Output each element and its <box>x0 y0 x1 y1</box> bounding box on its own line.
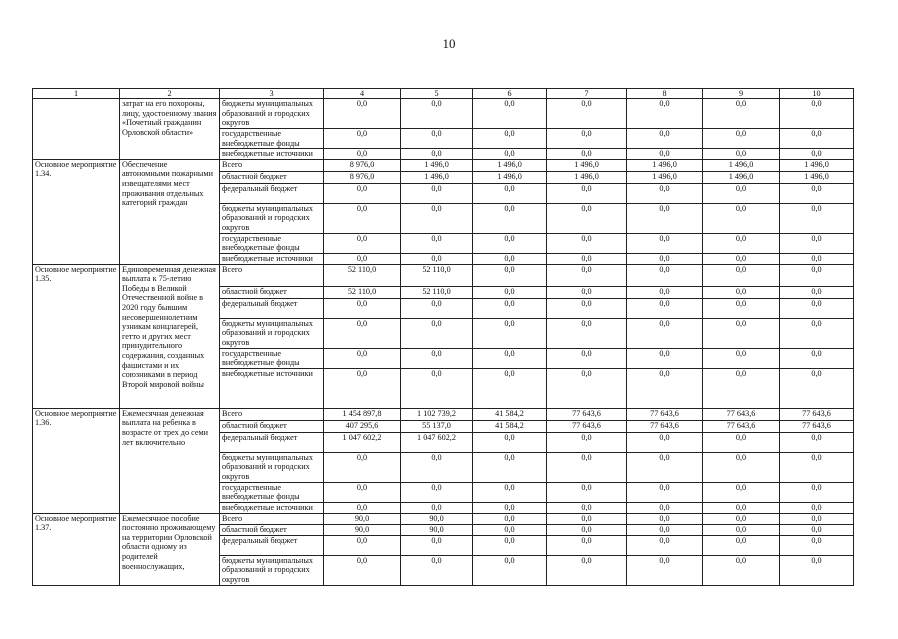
amount-cell: 0,0 <box>473 348 547 368</box>
amount-cell: 41 584,2 <box>473 420 547 432</box>
amount-cell: 0,0 <box>703 99 780 129</box>
amount-cell: 77 643,6 <box>703 420 780 432</box>
funding-table <box>32 88 854 586</box>
amount-cell: 0,0 <box>473 253 547 264</box>
amount-cell: 0,0 <box>780 482 854 502</box>
amount-cell: 0,0 <box>324 555 401 585</box>
amount-cell: 90,0 <box>324 513 401 524</box>
amount-cell: 52 110,0 <box>401 264 473 286</box>
amount-cell: 0,0 <box>547 149 627 160</box>
table-row <box>33 264 854 286</box>
amount-cell: 0,0 <box>324 203 401 233</box>
amount-cell: 0,0 <box>473 318 547 348</box>
amount-cell: 0,0 <box>324 149 401 160</box>
amount-cell: 90,0 <box>401 513 473 524</box>
amount-cell: 0,0 <box>703 513 780 524</box>
funding-source-cell: Всего <box>220 513 324 524</box>
amount-cell: 90,0 <box>324 524 401 535</box>
amount-cell: 0,0 <box>547 129 627 149</box>
table-body <box>33 99 854 586</box>
amount-cell: 0,0 <box>780 253 854 264</box>
amount-cell: 0,0 <box>324 233 401 253</box>
amount-cell: 1 496,0 <box>780 159 854 171</box>
amount-cell: 41 584,2 <box>473 408 547 420</box>
amount-cell: 1 047 602,2 <box>401 432 473 452</box>
amount-cell: 8 976,0 <box>324 171 401 183</box>
amount-cell: 0,0 <box>547 318 627 348</box>
amount-cell: 0,0 <box>473 502 547 513</box>
amount-cell: 0,0 <box>703 253 780 264</box>
amount-cell: 0,0 <box>324 129 401 149</box>
funding-source-cell: внебюджетные источники <box>220 368 324 408</box>
page-number: 10 <box>442 36 456 51</box>
amount-cell: 0,0 <box>401 183 473 203</box>
amount-cell: 0,0 <box>473 524 547 535</box>
amount-cell: 0,0 <box>780 99 854 129</box>
amount-cell: 0,0 <box>703 432 780 452</box>
amount-cell: 1 496,0 <box>547 159 627 171</box>
activity-description-cell: Ежемесячное пособие постоянно проживающему на территории Орловской области одному из родителей военнослужащих, <box>120 513 220 585</box>
amount-cell: 0,0 <box>473 432 547 452</box>
amount-cell: 0,0 <box>324 502 401 513</box>
amount-cell: 0,0 <box>547 432 627 452</box>
amount-cell: 0,0 <box>473 149 547 160</box>
amount-cell: 0,0 <box>473 99 547 129</box>
amount-cell: 1 454 897,8 <box>324 408 401 420</box>
amount-cell: 0,0 <box>473 298 547 318</box>
amount-cell: 0,0 <box>547 264 627 286</box>
amount-cell: 0,0 <box>627 203 703 233</box>
funding-source-cell: государственные внебюджетные фонды <box>220 482 324 502</box>
amount-cell: 0,0 <box>473 555 547 585</box>
amount-cell: 0,0 <box>780 233 854 253</box>
amount-cell: 0,0 <box>547 233 627 253</box>
funding-table-container <box>32 88 853 586</box>
amount-cell: 0,0 <box>627 482 703 502</box>
amount-cell: 0,0 <box>780 183 854 203</box>
amount-cell: 0,0 <box>627 298 703 318</box>
amount-cell: 0,0 <box>547 348 627 368</box>
amount-cell: 52 110,0 <box>324 264 401 286</box>
amount-cell: 52 110,0 <box>324 286 401 298</box>
amount-cell: 0,0 <box>401 452 473 482</box>
amount-cell: 0,0 <box>703 318 780 348</box>
amount-cell: 0,0 <box>401 368 473 408</box>
funding-source-cell: областной бюджет <box>220 171 324 183</box>
funding-source-cell: бюджеты муниципальных образований и городских округов <box>220 555 324 585</box>
amount-cell: 1 496,0 <box>703 171 780 183</box>
amount-cell: 1 496,0 <box>547 171 627 183</box>
header-cell: 5 <box>401 89 473 99</box>
amount-cell: 0,0 <box>703 264 780 286</box>
amount-cell: 1 496,0 <box>627 171 703 183</box>
table-header <box>33 89 854 99</box>
header-cell: 8 <box>627 89 703 99</box>
amount-cell: 0,0 <box>780 264 854 286</box>
header-cell: 10 <box>780 89 854 99</box>
amount-cell: 0,0 <box>401 318 473 348</box>
activity-description-cell: Единовременная денежная выплата к 75-летию Победы в Великой Отечественной войне в 2020 году бывшим несовершеннолетним узникам концлагерей, гетто и других мест принудительного содержания, созданных фашистами и их союзниками в период Второй мировой войны <box>120 264 220 408</box>
funding-source-cell: внебюджетные источники <box>220 502 324 513</box>
amount-cell: 0,0 <box>780 368 854 408</box>
amount-cell: 0,0 <box>324 348 401 368</box>
amount-cell: 0,0 <box>547 555 627 585</box>
amount-cell: 0,0 <box>547 452 627 482</box>
amount-cell: 0,0 <box>401 348 473 368</box>
amount-cell: 0,0 <box>627 368 703 408</box>
amount-cell: 0,0 <box>401 298 473 318</box>
table-row <box>33 99 854 129</box>
amount-cell: 1 496,0 <box>473 171 547 183</box>
table-row <box>33 159 854 171</box>
amount-cell: 0,0 <box>703 535 780 555</box>
amount-cell: 77 643,6 <box>627 420 703 432</box>
amount-cell: 77 643,6 <box>703 408 780 420</box>
amount-cell: 0,0 <box>473 452 547 482</box>
amount-cell: 0,0 <box>780 535 854 555</box>
amount-cell: 0,0 <box>401 203 473 233</box>
funding-source-cell: государственные внебюджетные фонды <box>220 129 324 149</box>
header-cell: 9 <box>703 89 780 99</box>
funding-source-cell: федеральный бюджет <box>220 432 324 452</box>
amount-cell: 0,0 <box>780 129 854 149</box>
amount-cell: 0,0 <box>627 129 703 149</box>
amount-cell: 0,0 <box>324 298 401 318</box>
amount-cell: 0,0 <box>627 432 703 452</box>
amount-cell: 0,0 <box>324 183 401 203</box>
activity-number-cell: Основное мероприятие 1.34. <box>33 159 120 264</box>
activity-number-cell: Основное мероприятие 1.36. <box>33 408 120 513</box>
amount-cell: 77 643,6 <box>627 408 703 420</box>
amount-cell: 55 137,0 <box>401 420 473 432</box>
funding-source-cell: федеральный бюджет <box>220 535 324 555</box>
amount-cell: 0,0 <box>401 482 473 502</box>
amount-cell: 0,0 <box>473 183 547 203</box>
amount-cell: 0,0 <box>780 149 854 160</box>
amount-cell: 0,0 <box>627 452 703 482</box>
amount-cell: 0,0 <box>473 233 547 253</box>
table-row <box>33 513 854 524</box>
amount-cell: 8 976,0 <box>324 159 401 171</box>
funding-source-cell: внебюджетные источники <box>220 149 324 160</box>
amount-cell: 0,0 <box>473 203 547 233</box>
amount-cell: 0,0 <box>547 99 627 129</box>
amount-cell: 1 496,0 <box>473 159 547 171</box>
amount-cell: 0,0 <box>627 348 703 368</box>
amount-cell: 1 496,0 <box>627 159 703 171</box>
amount-cell: 0,0 <box>401 149 473 160</box>
amount-cell: 0,0 <box>780 452 854 482</box>
amount-cell: 0,0 <box>780 318 854 348</box>
amount-cell: 0,0 <box>780 502 854 513</box>
amount-cell: 0,0 <box>401 233 473 253</box>
amount-cell: 0,0 <box>627 253 703 264</box>
amount-cell: 1 047 602,2 <box>324 432 401 452</box>
activity-number-cell: Основное мероприятие 1.35. <box>33 264 120 408</box>
amount-cell: 1 496,0 <box>401 159 473 171</box>
amount-cell: 0,0 <box>703 183 780 203</box>
amount-cell: 0,0 <box>703 452 780 482</box>
amount-cell: 0,0 <box>324 482 401 502</box>
amount-cell: 0,0 <box>780 513 854 524</box>
header-cell: 2 <box>120 89 220 99</box>
amount-cell: 0,0 <box>780 524 854 535</box>
amount-cell: 0,0 <box>547 513 627 524</box>
amount-cell: 0,0 <box>627 535 703 555</box>
amount-cell: 0,0 <box>324 253 401 264</box>
activity-number-cell <box>33 99 120 160</box>
amount-cell: 0,0 <box>703 129 780 149</box>
amount-cell: 0,0 <box>473 129 547 149</box>
amount-cell: 0,0 <box>473 482 547 502</box>
header-cell: 1 <box>33 89 120 99</box>
amount-cell: 1 496,0 <box>401 171 473 183</box>
amount-cell: 0,0 <box>703 203 780 233</box>
funding-source-cell: бюджеты муниципальных образований и городских округов <box>220 203 324 233</box>
funding-source-cell: внебюджетные источники <box>220 253 324 264</box>
amount-cell: 0,0 <box>627 513 703 524</box>
amount-cell: 77 643,6 <box>547 420 627 432</box>
amount-cell: 0,0 <box>703 286 780 298</box>
header-cell: 3 <box>220 89 324 99</box>
amount-cell: 0,0 <box>627 149 703 160</box>
amount-cell: 0,0 <box>627 502 703 513</box>
amount-cell: 0,0 <box>401 129 473 149</box>
amount-cell: 0,0 <box>627 318 703 348</box>
table-row <box>33 408 854 420</box>
amount-cell: 77 643,6 <box>780 408 854 420</box>
funding-source-cell: Всего <box>220 264 324 286</box>
amount-cell: 0,0 <box>703 502 780 513</box>
funding-source-cell: государственные внебюджетные фонды <box>220 233 324 253</box>
header-cell: 7 <box>547 89 627 99</box>
header-cell: 6 <box>473 89 547 99</box>
amount-cell: 0,0 <box>547 203 627 233</box>
amount-cell: 0,0 <box>780 203 854 233</box>
amount-cell: 0,0 <box>401 555 473 585</box>
amount-cell: 0,0 <box>473 535 547 555</box>
amount-cell: 0,0 <box>627 183 703 203</box>
amount-cell: 77 643,6 <box>547 408 627 420</box>
amount-cell: 77 643,6 <box>780 420 854 432</box>
activity-description-cell: затрат на его похороны, лицу, удостоенному звания «Почетный гражданин Орловской области» <box>120 99 220 160</box>
amount-cell: 90,0 <box>401 524 473 535</box>
funding-source-cell: Всего <box>220 159 324 171</box>
amount-cell: 407 295,6 <box>324 420 401 432</box>
amount-cell: 0,0 <box>780 298 854 318</box>
amount-cell: 0,0 <box>703 482 780 502</box>
amount-cell: 52 110,0 <box>401 286 473 298</box>
amount-cell: 0,0 <box>547 502 627 513</box>
amount-cell: 0,0 <box>324 452 401 482</box>
amount-cell: 0,0 <box>547 253 627 264</box>
funding-source-cell: федеральный бюджет <box>220 183 324 203</box>
amount-cell: 0,0 <box>473 286 547 298</box>
amount-cell: 0,0 <box>547 183 627 203</box>
funding-source-cell: бюджеты муниципальных образований и городских округов <box>220 318 324 348</box>
amount-cell: 0,0 <box>627 233 703 253</box>
amount-cell: 0,0 <box>547 368 627 408</box>
amount-cell: 0,0 <box>703 149 780 160</box>
funding-source-cell: областной бюджет <box>220 524 324 535</box>
header-cell: 4 <box>324 89 401 99</box>
amount-cell: 0,0 <box>547 535 627 555</box>
amount-cell: 0,0 <box>401 502 473 513</box>
amount-cell: 0,0 <box>627 286 703 298</box>
amount-cell: 0,0 <box>703 348 780 368</box>
amount-cell: 0,0 <box>324 318 401 348</box>
amount-cell: 0,0 <box>780 432 854 452</box>
funding-source-cell: Всего <box>220 408 324 420</box>
funding-source-cell: бюджеты муниципальных образований и городских округов <box>220 99 324 129</box>
amount-cell: 0,0 <box>703 368 780 408</box>
amount-cell: 0,0 <box>703 298 780 318</box>
amount-cell: 0,0 <box>627 264 703 286</box>
amount-cell: 0,0 <box>780 555 854 585</box>
amount-cell: 0,0 <box>324 535 401 555</box>
amount-cell: 0,0 <box>547 482 627 502</box>
amount-cell: 0,0 <box>627 99 703 129</box>
amount-cell: 0,0 <box>780 286 854 298</box>
amount-cell: 0,0 <box>473 513 547 524</box>
amount-cell: 0,0 <box>627 555 703 585</box>
amount-cell: 0,0 <box>703 233 780 253</box>
header-row <box>33 89 854 99</box>
activity-number-cell: Основное мероприятие 1.37. <box>33 513 120 585</box>
amount-cell: 0,0 <box>703 555 780 585</box>
amount-cell: 1 102 739,2 <box>401 408 473 420</box>
amount-cell: 0,0 <box>780 348 854 368</box>
amount-cell: 0,0 <box>473 368 547 408</box>
funding-source-cell: федеральный бюджет <box>220 298 324 318</box>
amount-cell: 0,0 <box>473 264 547 286</box>
funding-source-cell: областной бюджет <box>220 420 324 432</box>
amount-cell: 0,0 <box>401 99 473 129</box>
amount-cell: 1 496,0 <box>780 171 854 183</box>
funding-source-cell: государственные внебюджетные фонды <box>220 348 324 368</box>
amount-cell: 1 496,0 <box>703 159 780 171</box>
funding-source-cell: областной бюджет <box>220 286 324 298</box>
funding-source-cell: бюджеты муниципальных образований и городских округов <box>220 452 324 482</box>
amount-cell: 0,0 <box>547 298 627 318</box>
amount-cell: 0,0 <box>547 286 627 298</box>
amount-cell: 0,0 <box>324 368 401 408</box>
amount-cell: 0,0 <box>324 99 401 129</box>
amount-cell: 0,0 <box>627 524 703 535</box>
activity-description-cell: Обеспечение автономными пожарными извещателями мест проживания отдельных категорий граждан <box>120 159 220 264</box>
amount-cell: 0,0 <box>547 524 627 535</box>
amount-cell: 0,0 <box>703 524 780 535</box>
amount-cell: 0,0 <box>401 535 473 555</box>
activity-description-cell: Ежемесячная денежная выплата на ребенка в возрасте от трех до семи лет включительно <box>120 408 220 513</box>
amount-cell: 0,0 <box>401 253 473 264</box>
